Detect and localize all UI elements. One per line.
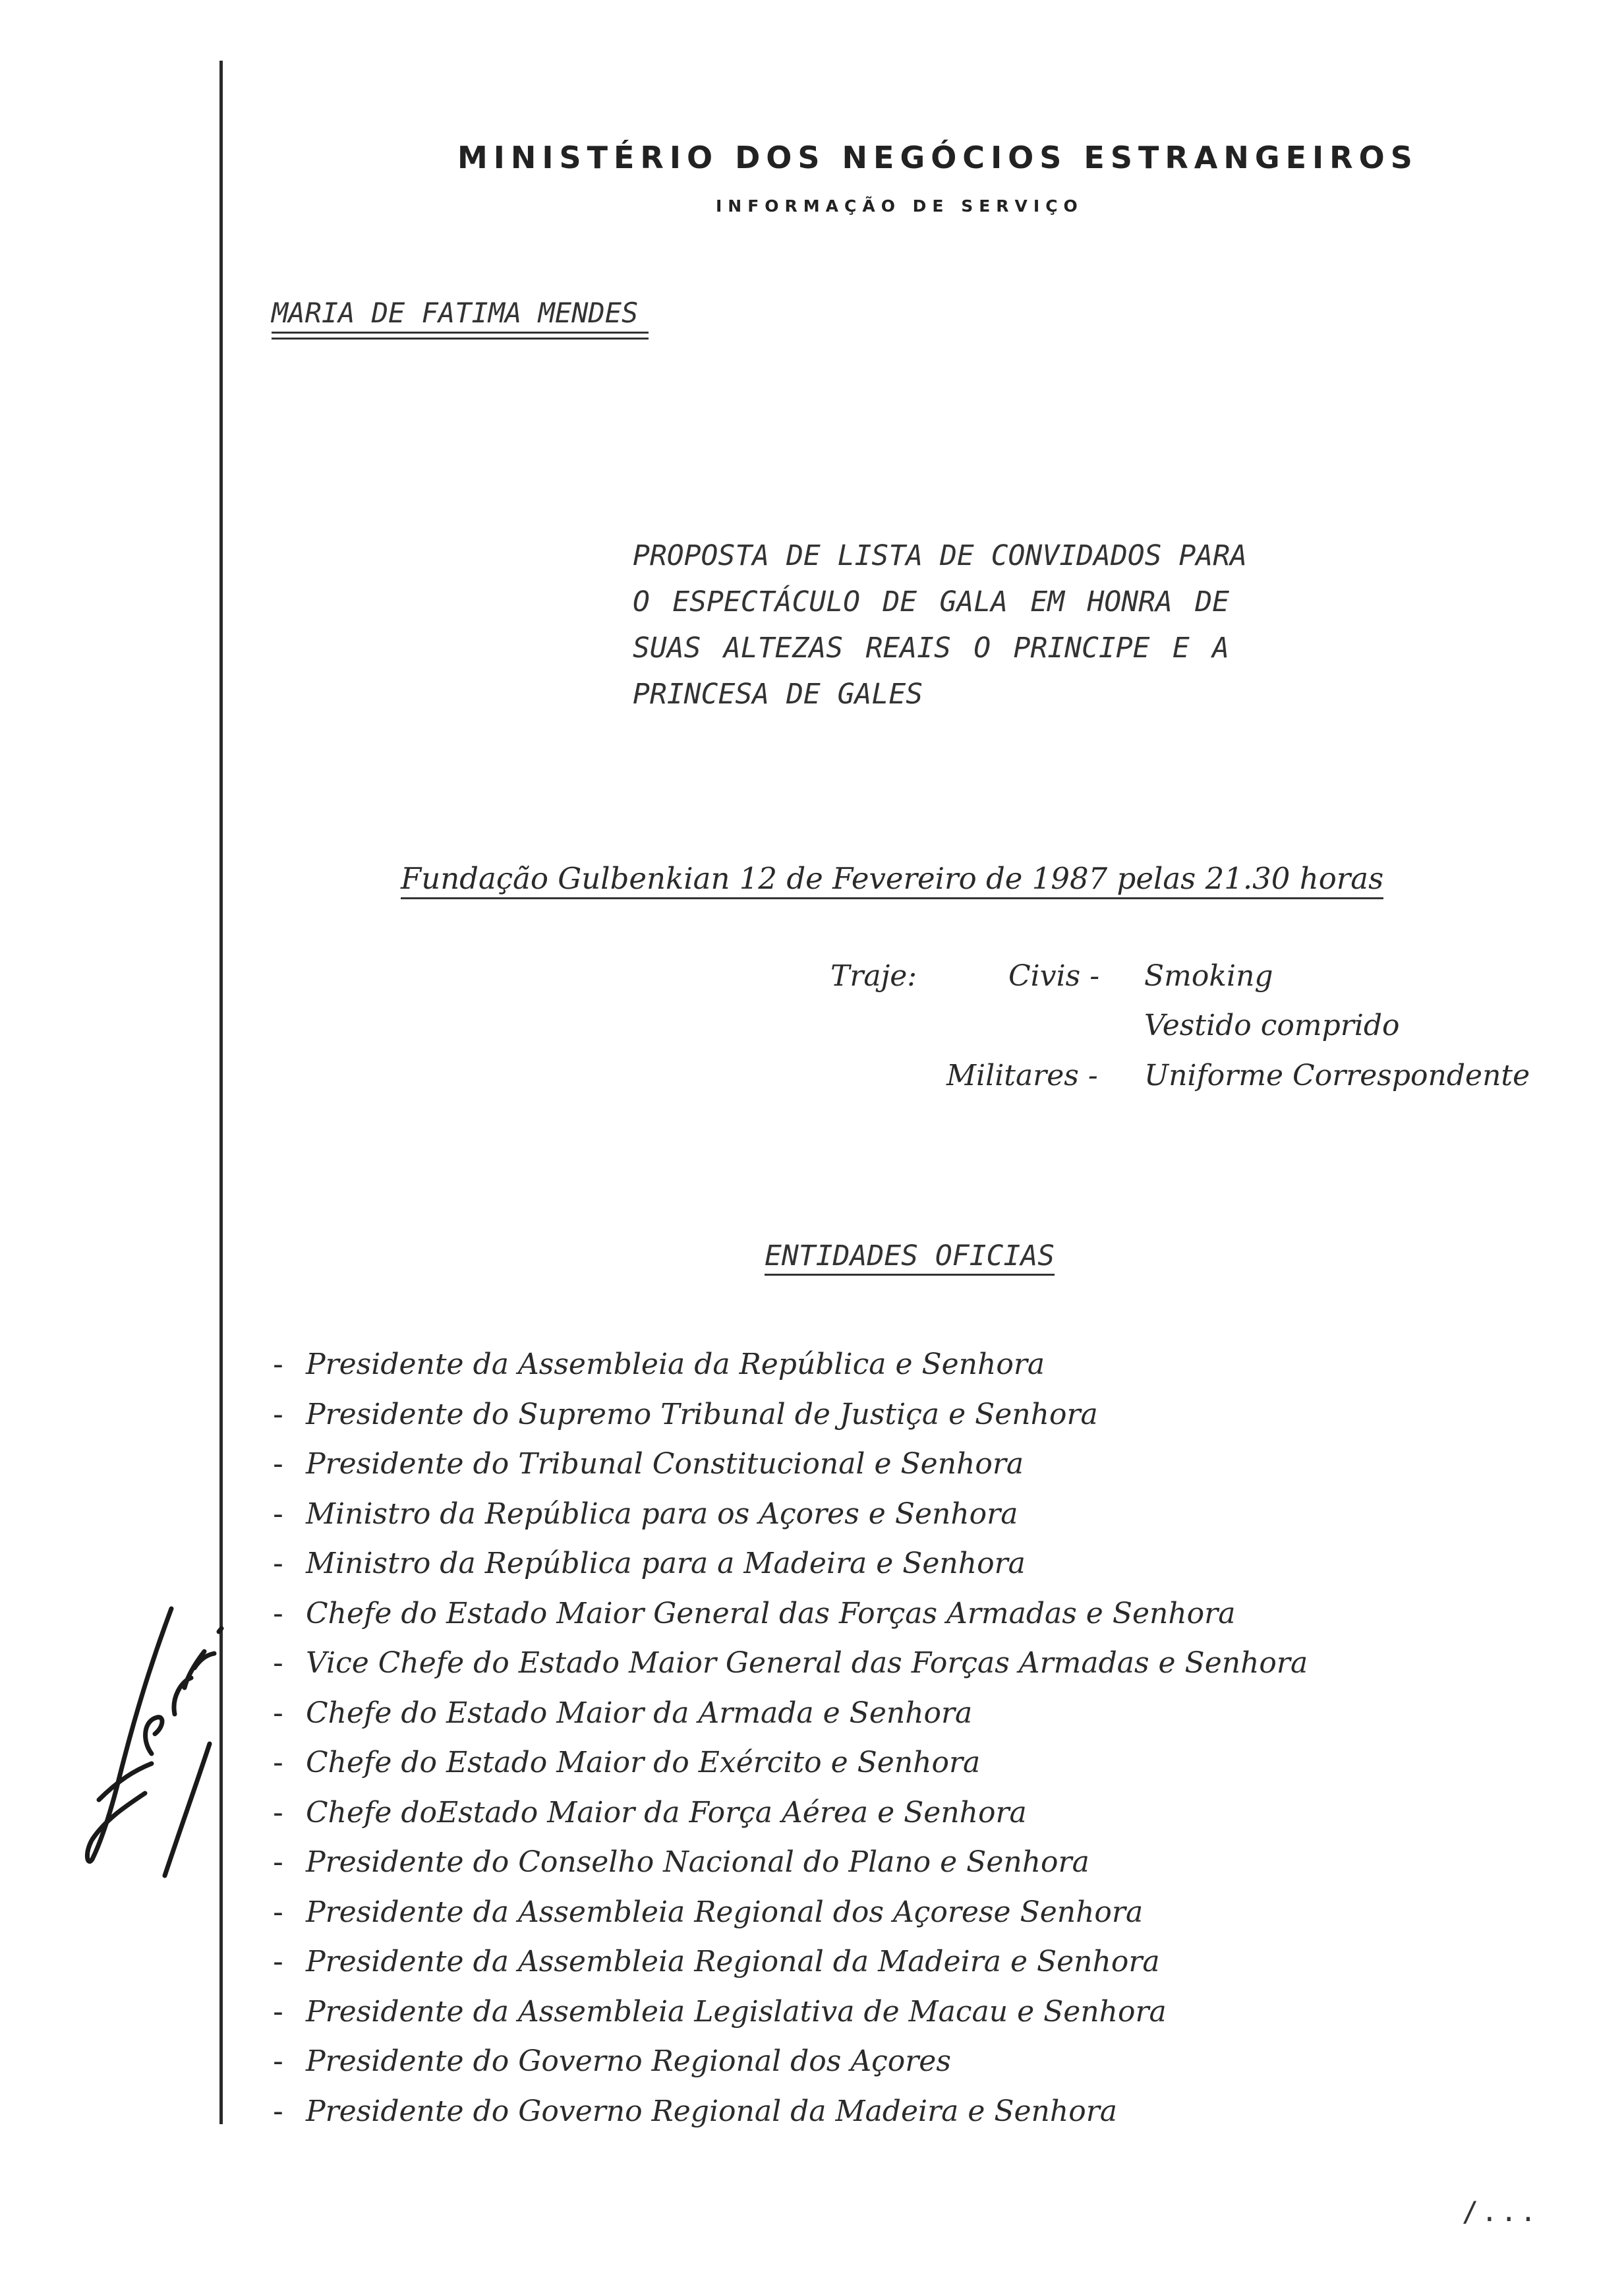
list-item bbox=[273, 1837, 1308, 1888]
list-bullet: - bbox=[273, 1845, 283, 1879]
author-name: MARIA DE FATIMA MENDES bbox=[272, 297, 639, 329]
list-item bbox=[273, 1539, 1308, 1589]
entity-text: Presidente da Assembleia Regional da Madeira e Senhora bbox=[306, 1945, 1160, 1978]
list-bullet: - bbox=[273, 1547, 283, 1580]
entity-text: Ministro da República para a Madeira e Senhora bbox=[306, 1547, 1026, 1580]
list-item bbox=[273, 1937, 1308, 1987]
list-bullet: - bbox=[273, 1895, 283, 1929]
dress-code-label: Traje: bbox=[830, 959, 917, 993]
entity-text: Vice Chefe do Estado Maior General das Forças Armadas e Senhora bbox=[306, 1646, 1308, 1680]
list-item bbox=[273, 1688, 1308, 1739]
entity-text: Chefe do Estado Maior do Exército e Senhora bbox=[306, 1746, 981, 1779]
list-item bbox=[273, 1888, 1308, 1938]
list-bullet: - bbox=[273, 1348, 283, 1381]
subject-line: PROPOSTA DE LISTA DE CONVIDADOS PARA bbox=[633, 539, 1247, 572]
dress-civis-value: Vestido comprido bbox=[1144, 1009, 1400, 1042]
dress-militares-value: Uniforme Correspondente bbox=[1144, 1059, 1530, 1092]
list-item bbox=[273, 2087, 1308, 2137]
handwritten-signature bbox=[72, 1582, 231, 1886]
list-bullet: - bbox=[273, 1746, 283, 1779]
list-item bbox=[273, 1788, 1308, 1838]
list-bullet: - bbox=[273, 1795, 283, 1829]
civis-separator: - bbox=[1089, 959, 1100, 993]
entity-text: Presidente da Assembleia Legislativa de Macau e Senhora bbox=[306, 1994, 1167, 2029]
entity-text: Chefe do Estado Maior da Armada e Senhora bbox=[306, 1696, 973, 1730]
list-item bbox=[273, 1390, 1308, 1440]
list-item bbox=[273, 1638, 1308, 1688]
list-bullet: - bbox=[273, 1696, 283, 1730]
list-bullet: - bbox=[273, 1646, 283, 1680]
author-double-underline bbox=[272, 332, 649, 340]
list-bullet: - bbox=[273, 1447, 283, 1481]
list-item bbox=[273, 1489, 1308, 1539]
entity-text: Ministro da República para os Açores e Senhora bbox=[306, 1497, 1018, 1531]
list-item bbox=[273, 1589, 1308, 1639]
ministry-title: MINISTÉRIO DOS NEGÓCIOS ESTRANGEIROS bbox=[457, 140, 1418, 175]
entity-text: Presidente da Assembleia da República e Senhora bbox=[306, 1348, 1045, 1381]
dress-militares-label bbox=[946, 1059, 1107, 1092]
list-item bbox=[273, 1340, 1308, 1390]
entity-text: Chefe do Estado Maior General das Forças Armadas e Senhora bbox=[306, 1596, 1236, 1630]
subject-line: SUAS ALTEZAS REAIS O PRINCIPE E A bbox=[633, 632, 1229, 665]
entity-text: Presidente do Conselho Nacional do Plano e Senhora bbox=[306, 1845, 1089, 1879]
subject-line: PRINCESA DE GALES bbox=[633, 678, 923, 711]
entity-text: Presidente do Supremo Tribunal de Justiça e Senhora bbox=[306, 1397, 1098, 1431]
list-item bbox=[273, 1439, 1308, 1489]
entity-text: Presidente do Governo Regional dos Açores bbox=[306, 2044, 951, 2078]
dress-civis-label bbox=[1008, 959, 1109, 993]
civis-label: Civis bbox=[1008, 959, 1081, 993]
list-bullet: - bbox=[273, 2044, 283, 2078]
document-type: INFORMAÇÃO DE SERVIÇO bbox=[716, 196, 1084, 216]
entity-text: Presidente do Governo Regional da Madeira e Senhora bbox=[306, 2094, 1117, 2128]
entity-text: Presidente do Tribunal Constitucional e Senhora bbox=[306, 1447, 1024, 1481]
list-item bbox=[273, 2036, 1308, 2087]
entity-list bbox=[273, 1340, 1308, 2136]
list-bullet: - bbox=[273, 1945, 283, 1978]
entity-text: Presidente da Assembleia Regional dos Açorese Senhora bbox=[306, 1895, 1144, 1929]
dress-civis-value: Smoking bbox=[1144, 959, 1273, 993]
page-continuation: /... bbox=[1462, 2195, 1540, 2228]
list-bullet: - bbox=[273, 1994, 283, 2029]
list-item bbox=[273, 1738, 1308, 1788]
event-details: Fundação Gulbenkian 12 de Fevereiro de 1987 pelas 21.30 horas bbox=[401, 861, 1383, 899]
militares-separator: - bbox=[1088, 1059, 1098, 1092]
list-bullet: - bbox=[273, 1497, 283, 1531]
subject-block bbox=[633, 533, 1247, 717]
subject-line: O ESPECTÁCULO DE GALA EM HONRA DE bbox=[633, 585, 1229, 618]
list-item bbox=[273, 1987, 1308, 2037]
militares-label: Militares bbox=[946, 1059, 1079, 1092]
list-bullet: - bbox=[273, 2094, 283, 2128]
list-bullet: - bbox=[273, 1397, 283, 1431]
list-bullet: - bbox=[273, 1596, 283, 1630]
section-title: ENTIDADES OFICIAS bbox=[765, 1239, 1055, 1276]
entity-text: Chefe doEstado Maior da Força Aérea e Senhora bbox=[306, 1795, 1027, 1829]
